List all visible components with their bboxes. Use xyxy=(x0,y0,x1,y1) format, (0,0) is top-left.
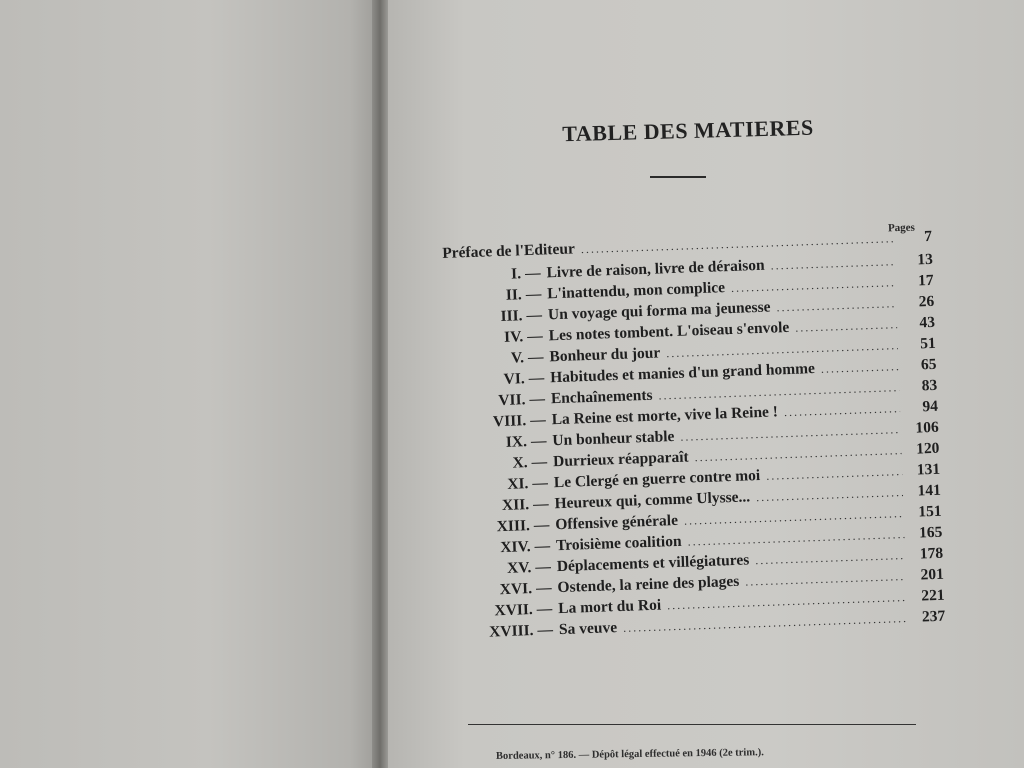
title-rule xyxy=(650,176,706,178)
toc-page-number: 26 xyxy=(918,292,935,311)
toc-dot-leader xyxy=(821,359,899,377)
toc-page-number: 131 xyxy=(916,460,941,479)
toc-page-number: 221 xyxy=(920,586,945,605)
em-dash: — xyxy=(532,474,549,492)
em-dash: — xyxy=(532,495,549,513)
chapter-title: Bonheur du jour xyxy=(549,344,661,366)
chapter-title: Un voyage qui forma ma jeunesse xyxy=(547,298,771,324)
em-dash: — xyxy=(528,369,545,388)
em-dash: — xyxy=(526,306,543,325)
toc-dot-leader xyxy=(756,485,903,505)
toc-dot-leader xyxy=(795,317,897,336)
toc-page-number: 237 xyxy=(921,607,946,626)
toc-page-number: 94 xyxy=(922,397,939,416)
chapter-title: Un bonheur stable xyxy=(552,428,675,450)
chapter-number: VII. xyxy=(498,391,526,410)
left-page xyxy=(0,0,380,768)
chapter-list xyxy=(443,251,946,646)
em-dash: — xyxy=(535,558,552,576)
chapter-number: XII. xyxy=(501,496,530,515)
chapter-title: Offensive générale xyxy=(555,511,679,534)
chapter-number: VIII. xyxy=(492,412,527,431)
toc-page-number: 106 xyxy=(915,418,939,437)
toc-page-number: 201 xyxy=(920,565,945,584)
em-dash: — xyxy=(536,600,553,618)
table-of-contents xyxy=(442,228,946,646)
chapter-number: XIII. xyxy=(496,517,531,536)
toc-dot-leader xyxy=(766,464,902,484)
em-dash: — xyxy=(531,453,548,471)
toc-dot-leader xyxy=(776,296,896,315)
chapter-title: La Reine est morte, vive la Reine ! xyxy=(551,403,779,429)
page-title: TABLE DES MATIERES xyxy=(561,114,815,147)
toc-page-number: 7 xyxy=(923,227,933,246)
chapter-title: Sa veuve xyxy=(558,619,618,639)
em-dash: — xyxy=(527,348,544,367)
toc-page-number: 151 xyxy=(918,502,942,521)
toc-page-number: 51 xyxy=(919,334,937,353)
chapter-number: XI. xyxy=(506,475,529,493)
footer-rule xyxy=(468,724,916,725)
chapter-title: Livre de raison, livre de déraison xyxy=(546,256,765,282)
toc-page-number: 43 xyxy=(919,313,936,332)
chapter-title: Troisième coalition xyxy=(555,532,682,555)
toc-page-number: 141 xyxy=(917,481,942,500)
chapter-number: V. xyxy=(510,349,525,367)
toc-dot-leader xyxy=(745,569,906,590)
chapter-number: XV. xyxy=(506,559,532,577)
toc-dot-leader xyxy=(784,401,901,420)
chapter-number: XVI. xyxy=(499,580,533,599)
toc-page-number: 17 xyxy=(917,271,934,290)
em-dash: — xyxy=(526,327,544,346)
toc-dot-leader xyxy=(770,254,895,273)
printer-footer: Bordeaux, n° 186. — Dépôt légal effectué en 1946 (2e trim.). xyxy=(495,747,764,762)
chapter-number: IV. xyxy=(503,328,524,346)
chapter-title: Heureux qui, comme Ulysse... xyxy=(554,488,751,513)
em-dash: — xyxy=(524,264,541,283)
chapter-number: II. xyxy=(505,286,523,304)
chapter-title: L'inattendu, mon complice xyxy=(546,279,726,303)
chapter-title: Durrieux réapparaît xyxy=(552,448,689,471)
em-dash: — xyxy=(534,537,551,555)
toc-dot-leader xyxy=(731,275,896,296)
em-dash: — xyxy=(529,390,546,409)
toc-page-number: 13 xyxy=(917,250,934,269)
chapter-number: X. xyxy=(512,454,528,472)
chapter-title: Déplacements et villégiatures xyxy=(556,551,750,576)
chapter-number: VI. xyxy=(503,370,526,388)
toc-page-number: 165 xyxy=(918,523,943,542)
chapter-title: Habitudes et manies d'un grand homme xyxy=(549,360,816,387)
toc-dot-leader xyxy=(694,443,901,465)
toc-page-number: 83 xyxy=(921,376,938,395)
em-dash: — xyxy=(535,579,552,597)
toc-preface-label: Préface de l'Editeur xyxy=(442,240,576,262)
toc-dot-leader xyxy=(755,548,905,568)
em-dash: — xyxy=(533,516,550,534)
em-dash: — xyxy=(537,621,554,639)
chapter-title: Ostende, la reine des plages xyxy=(557,572,740,597)
chapter-number: I. xyxy=(510,265,522,283)
chapter-title: Le Clergé en guerre contre moi xyxy=(553,467,761,492)
chapter-number: IX. xyxy=(505,433,528,451)
toc-page-number: 65 xyxy=(920,355,937,374)
em-dash: — xyxy=(525,285,542,304)
chapter-number: XIV. xyxy=(500,538,531,557)
chapter-number: XVII. xyxy=(494,601,534,620)
chapter-title: Les notes tombent. L'oiseau s'envole xyxy=(548,318,790,345)
toc-page-number: 178 xyxy=(919,544,944,563)
em-dash: — xyxy=(530,432,547,451)
em-dash: — xyxy=(529,411,546,430)
pages-column-label: Pages xyxy=(887,221,916,235)
chapter-title: Enchaînements xyxy=(550,386,653,408)
chapter-number: III. xyxy=(500,307,523,325)
toc-page-number: 120 xyxy=(915,439,940,458)
chapter-title: La mort du Roi xyxy=(557,596,662,618)
chapter-number: XVIII. xyxy=(488,622,534,641)
right-page xyxy=(388,0,1024,768)
